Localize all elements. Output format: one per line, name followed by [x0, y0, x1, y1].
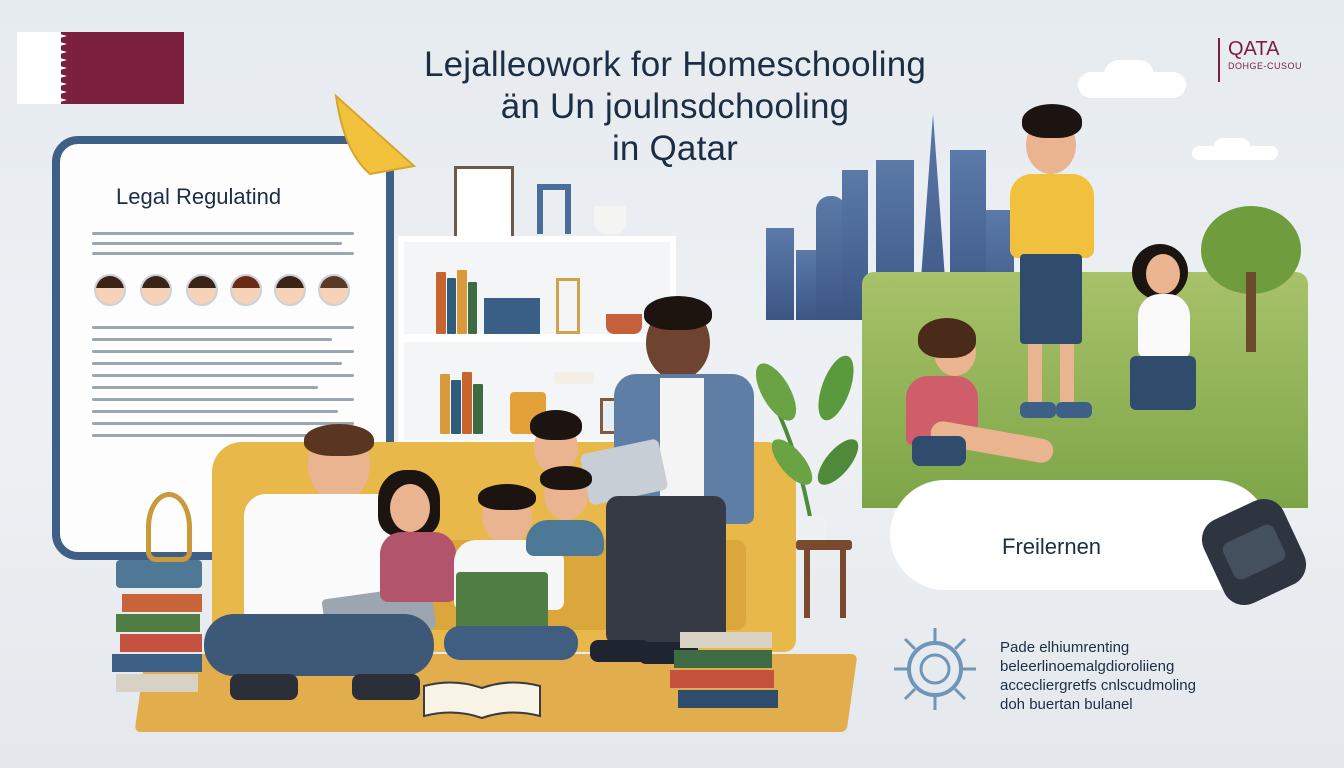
child-figure	[526, 466, 604, 556]
adult-reading-figure	[590, 296, 770, 676]
document-heading: Legal Regulatind	[116, 184, 282, 209]
book-stack	[670, 632, 782, 708]
potted-plant	[756, 352, 866, 552]
book-stack	[484, 298, 540, 334]
title-line-1: Lejalleowork for Homeschooling	[423, 45, 927, 84]
freilernen-label: Freilernen	[1002, 534, 1102, 559]
table-leg	[804, 548, 810, 618]
letter-a-decor	[537, 184, 571, 234]
qatar-flag-icon	[17, 32, 184, 104]
framed-picture	[454, 166, 514, 240]
tree	[1196, 202, 1306, 352]
avatar	[186, 274, 218, 306]
avatar	[230, 274, 262, 306]
avatar	[318, 274, 350, 306]
brand-logo	[1218, 38, 1338, 82]
paragraph-line-2: beleerlinoemalgdioroliieng	[1000, 658, 1175, 675]
book-row	[440, 372, 504, 434]
child-running-figure	[1112, 244, 1212, 484]
lamp	[554, 372, 594, 384]
title-line-3: in Qatar	[611, 129, 739, 168]
title-line-2: än Un joulnsdchooling	[500, 87, 850, 126]
plant-pot	[594, 206, 626, 234]
backpack-icon	[1196, 488, 1312, 612]
child-sitting-figure	[890, 318, 1060, 498]
speech-bubble-icon	[330, 92, 420, 178]
open-book	[420, 678, 544, 720]
ornament	[556, 278, 580, 334]
table-leg	[840, 548, 846, 618]
paragraph-line-3: accecliergretfs cnlscudmoling	[1000, 677, 1196, 694]
logo-name: QATA	[1228, 38, 1280, 60]
logo-subtitle: DOHGE-CUSOU	[1228, 61, 1303, 71]
description-paragraph	[1000, 638, 1320, 714]
avatar	[140, 274, 172, 306]
virus-icon	[892, 626, 978, 712]
paragraph-line-1: Pade elhiumrenting	[1000, 639, 1130, 656]
book-row	[436, 268, 484, 334]
avatar	[274, 274, 306, 306]
cloud-shape	[1214, 138, 1250, 156]
globe-ornament	[146, 492, 192, 562]
cloud-shape	[1104, 60, 1154, 90]
book-stack	[104, 560, 212, 710]
paragraph-line-4: doh buertan bulanel	[1000, 696, 1133, 713]
avatar	[94, 274, 126, 306]
book	[456, 572, 548, 632]
